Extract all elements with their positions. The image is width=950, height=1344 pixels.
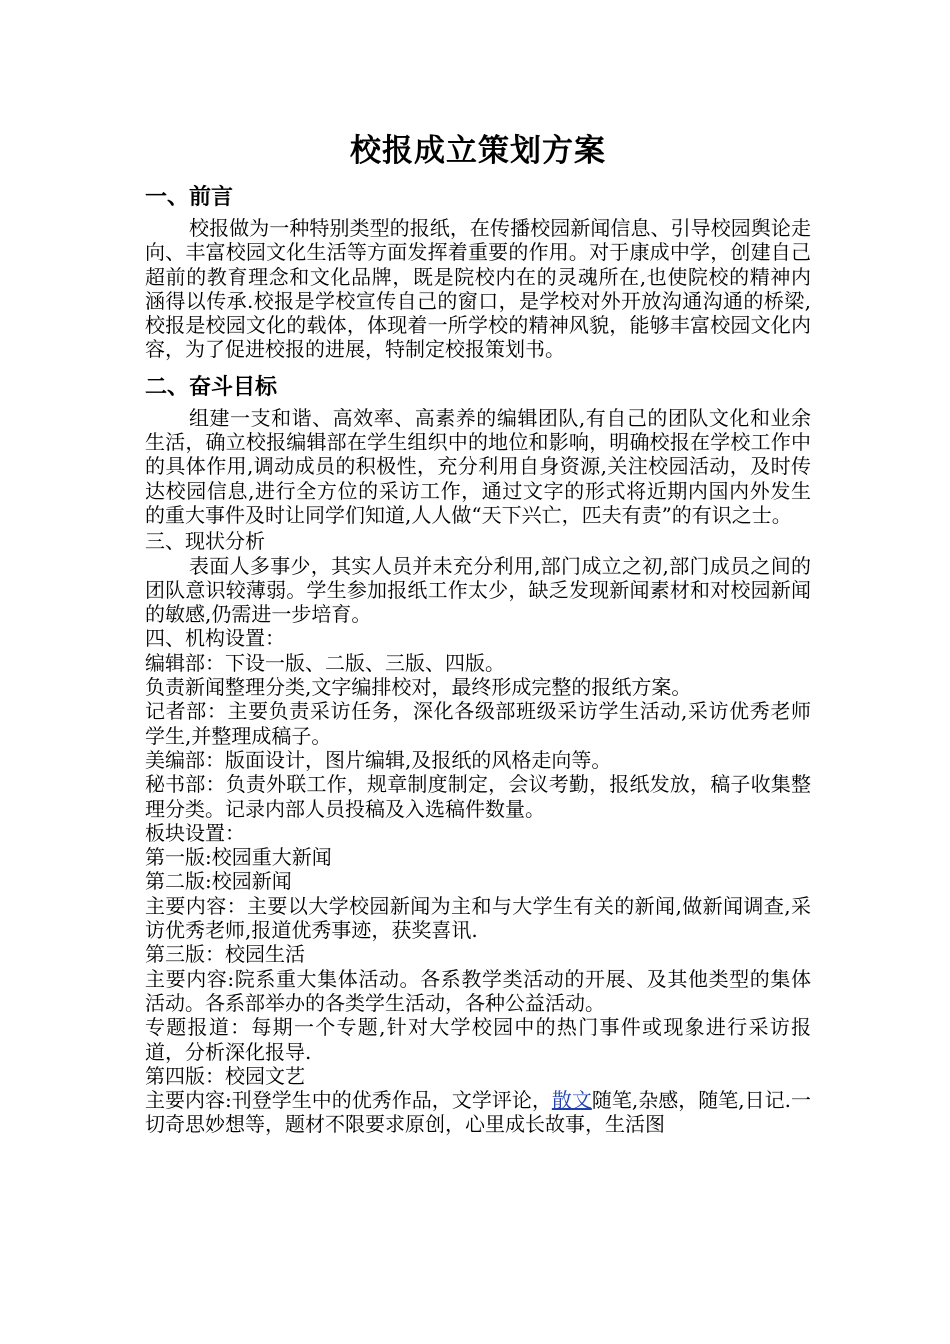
preface-paragraph: 校报做为一种特别类型的报纸，在传播校园新闻信息、引导校园舆论走向、丰富校园文化生活等方面发挥着重要的作用。对于康成中学，创建自己超前的教育理念和文化品牌，既是院校内在的灵魂所在,也使院校的精神内涵得以传承.校报是学校宣传自己的窗口，是学校对外开放沟通沟通的桥梁,校报是校园文化的载体，体现着一所学校的精神风貌，能够丰富校园文化内容，为了促进校报的进展，特制定校报策划书。 xyxy=(145,216,811,362)
org-secretary: 秘书部：负责外联工作，规章制度制定，会议考勤，报纸发放，稿子收集整理分类。记录内部人员投稿及入选稿件数量。 xyxy=(145,772,811,821)
block-v4-content-end: 随笔,杂感，随笔,日记.一切奇思妙想等，题材不限要求原创，心里成长故事，生活图 xyxy=(145,1088,811,1137)
prose-link[interactable]: 散文 xyxy=(551,1088,592,1113)
block-v2: 第二版:校园新闻 xyxy=(145,869,292,894)
block-v2-content: 主要内容：主要以大学校园新闻为主和与大学生有关的新闻,做新闻调查,采访优秀老师,报道优秀事迹，获奖喜讯. xyxy=(145,893,811,943)
status-paragraph: 表面人多事少，其实人员并未充分利用,部门成立之初,部门成员之间的团队意识较薄弱。学生参加报纸工作太少，缺乏发现新闻素材和对校园新闻的敏感,仍需进一步培育。 xyxy=(145,553,811,627)
block-v4-content-start: 主要内容:刊登学生中的优秀作品，文学评论， xyxy=(145,1088,552,1113)
document-title: 校报成立策划方案 xyxy=(350,133,606,169)
block-v3: 第三版：校园生活 xyxy=(145,942,305,967)
org-reporters: 记者部：主要负责采访任务，深化各级部班级采访学生活动,采访优秀老师学生,并整理成稿子。 xyxy=(145,699,811,748)
org-editing-duty: 负责新闻整理分类,文字编排校对，最终形成完整的报纸方案。 xyxy=(145,675,692,700)
document-page xyxy=(145,128,811,1137)
section-heading-goals: 二、奋斗目标 xyxy=(145,374,278,400)
goals-paragraph: 组建一支和谐、高效率、高素养的编辑团队,有自己的团队文化和业余生活，确立校报编辑部在学生组织中的地位和影响，明确校报在学校工作中的具体作用,调动成员的积极性，充分利用自身资源,关注校园活动，及时传达校园信息,进行全方位的采访工作，通过文字的形式将近期内国内外发生的重大事件及时让同学们知道,人人做“天下兴亡，匹夫有责”的有识之士。 xyxy=(145,405,811,527)
block-v1: 第一版:校园重大新闻 xyxy=(145,845,332,870)
org-art: 美编部：版面设计，图片编辑,及报纸的风格走向等。 xyxy=(145,747,612,772)
block-v4-content xyxy=(145,1088,811,1137)
block-v3-content: 主要内容:院系重大集体活动。各系教学类活动的开展、及其他类型的集体活动。各系部举办的各类学生活动，各种公益活动。 xyxy=(145,966,811,1015)
section-heading-status: 三、现状分析 xyxy=(145,529,265,554)
section-heading-blocks: 板块设置： xyxy=(145,820,245,845)
block-v4: 第四版：校园文艺 xyxy=(145,1063,305,1088)
section-heading-preface: 一、前言 xyxy=(145,185,234,210)
section-heading-org: 四、机构设置： xyxy=(145,626,285,651)
block-v3-special: 专题报道：每期一个专题,针对大学校园中的热门事件或现象进行采访报道，分析深化报导. xyxy=(145,1015,811,1064)
org-editing: 编辑部：下设一版、二版、三版、四版。 xyxy=(145,650,505,675)
